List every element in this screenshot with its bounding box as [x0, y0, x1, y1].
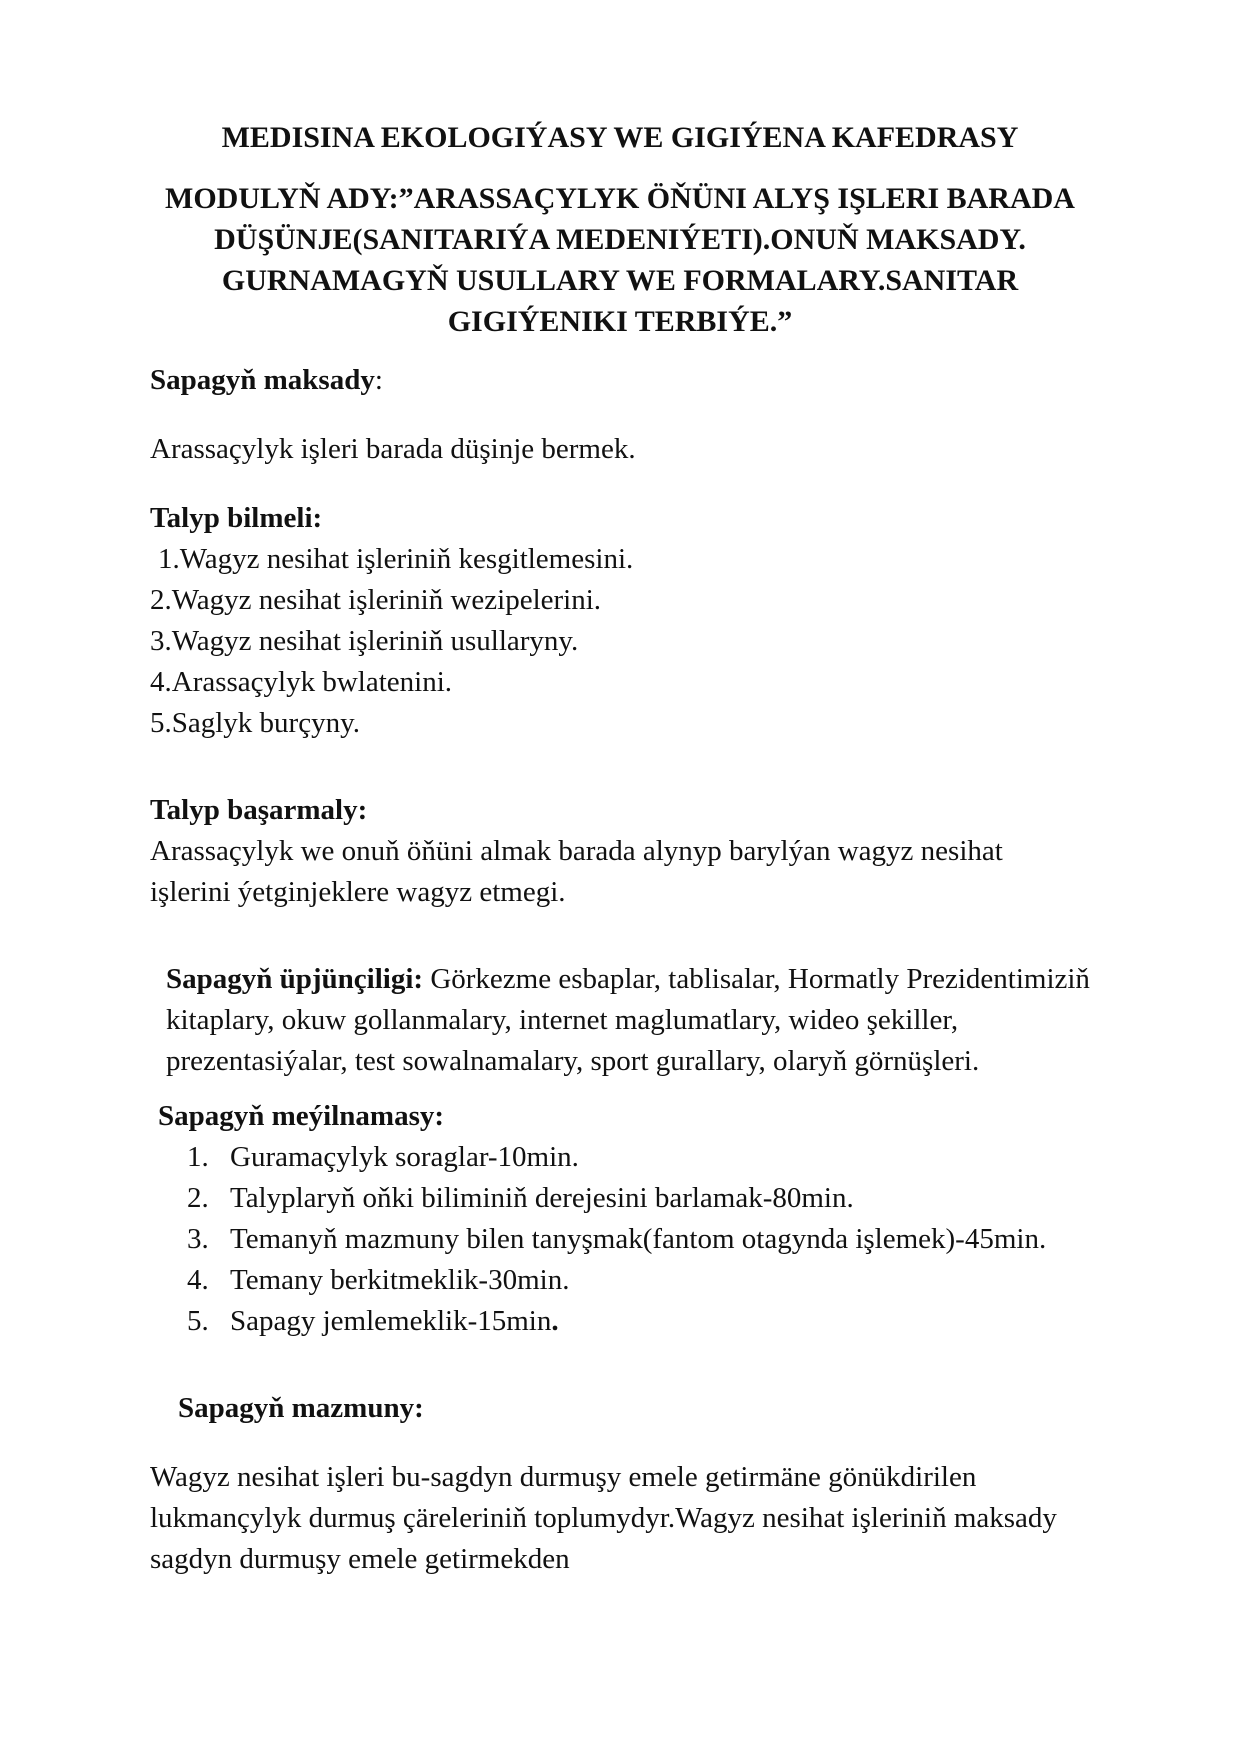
- equipment-paragraph: [150, 959, 1090, 1082]
- equipment-heading: Sapagyň üpjünçiligi:: [166, 963, 424, 995]
- plan-list: [150, 1137, 1090, 1342]
- student-does-text: Arassaçylyk we onuň öňüni almak barada alynyp barylýan wagyz nesihat işlerini ýetginjeklere wagyz etmegi.: [150, 835, 1003, 908]
- student-knows-list: [150, 539, 1090, 744]
- list-item: 5.Saglyk burçyny.: [150, 707, 360, 739]
- list-item: [216, 1301, 1090, 1342]
- aim-text: Arassaçylyk işleri barada düşinje bermek.: [150, 433, 636, 465]
- list-item: 2. Talyplaryň oňki biliminiň derejesini barlamak-80min.: [216, 1178, 1090, 1219]
- plan-heading: Sapagyň meýilnamasy:: [158, 1100, 445, 1132]
- equipment-text: Görkezme esbaplar, tablisalar, Hormatly Prezidentimiziň kitaplary, okuw gollanmalary, internet maglumatlary, wideo şekiller, prezentasiýalar, test sowalnamalary, sport gurallary, olaryň görnüşleri.: [166, 963, 1090, 1077]
- student-does-heading: Talyp başarmaly:: [150, 794, 368, 826]
- department-title: MEDISINA EKOLOGIÝASY WE GIGIÝENA KAFEDRASY: [221, 121, 1019, 154]
- aim-heading: Sapagyň maksady: [150, 364, 375, 396]
- list-item: 1.Wagyz nesihat işleriniň kesgitlemesini.: [158, 543, 634, 575]
- plan-item-text: Sapagy jemlemeklik-15min: [230, 1305, 552, 1337]
- list-item: 4.Arassaçylyk bwlatenini.: [150, 666, 453, 698]
- aim-heading-colon: :: [374, 364, 383, 396]
- student-knows-heading: Talyp bilmeli:: [150, 502, 323, 534]
- list-item: 3. Temanyň mazmuny bilen tanyşmak(fantom otagynda işlemek)-45min.: [216, 1219, 1090, 1260]
- plan-item-period: .: [551, 1305, 559, 1337]
- list-item: 4. Temany berkitmeklik-30min.: [216, 1260, 1090, 1301]
- list-item: 3.Wagyz nesihat işleriniň usullaryny.: [150, 625, 579, 657]
- content-text: Wagyz nesihat işleri bu-sagdyn durmuşy emele getirmäne gönükdirilen lukmançylyk durmuş çäreleriniň toplumydyr.Wagyz nesihat işleriniň maksady sagdyn durmuşy emele getirmekden: [150, 1461, 1057, 1575]
- list-item: 2.Wagyz nesihat işleriniň wezipelerini.: [150, 584, 602, 616]
- module-title: MODULYŇ ADY:”ARASSAÇYLYK ÖŇÜNI ALYŞ IŞLERI BARADA DÜŞÜNJE(SANITARIÝA MEDENIÝETI).ONUŇ MAKSADY. GURNAMAGYŇ USULLARY WE FORMALARY.SANITAR GIGIÝENIKI TERBIÝE.”: [165, 182, 1075, 338]
- content-heading: Sapagyň mazmuny:: [178, 1392, 424, 1424]
- aim-heading-line: [150, 360, 1090, 401]
- list-item: 1. Guramaçylyk soraglar-10min.: [216, 1137, 1090, 1178]
